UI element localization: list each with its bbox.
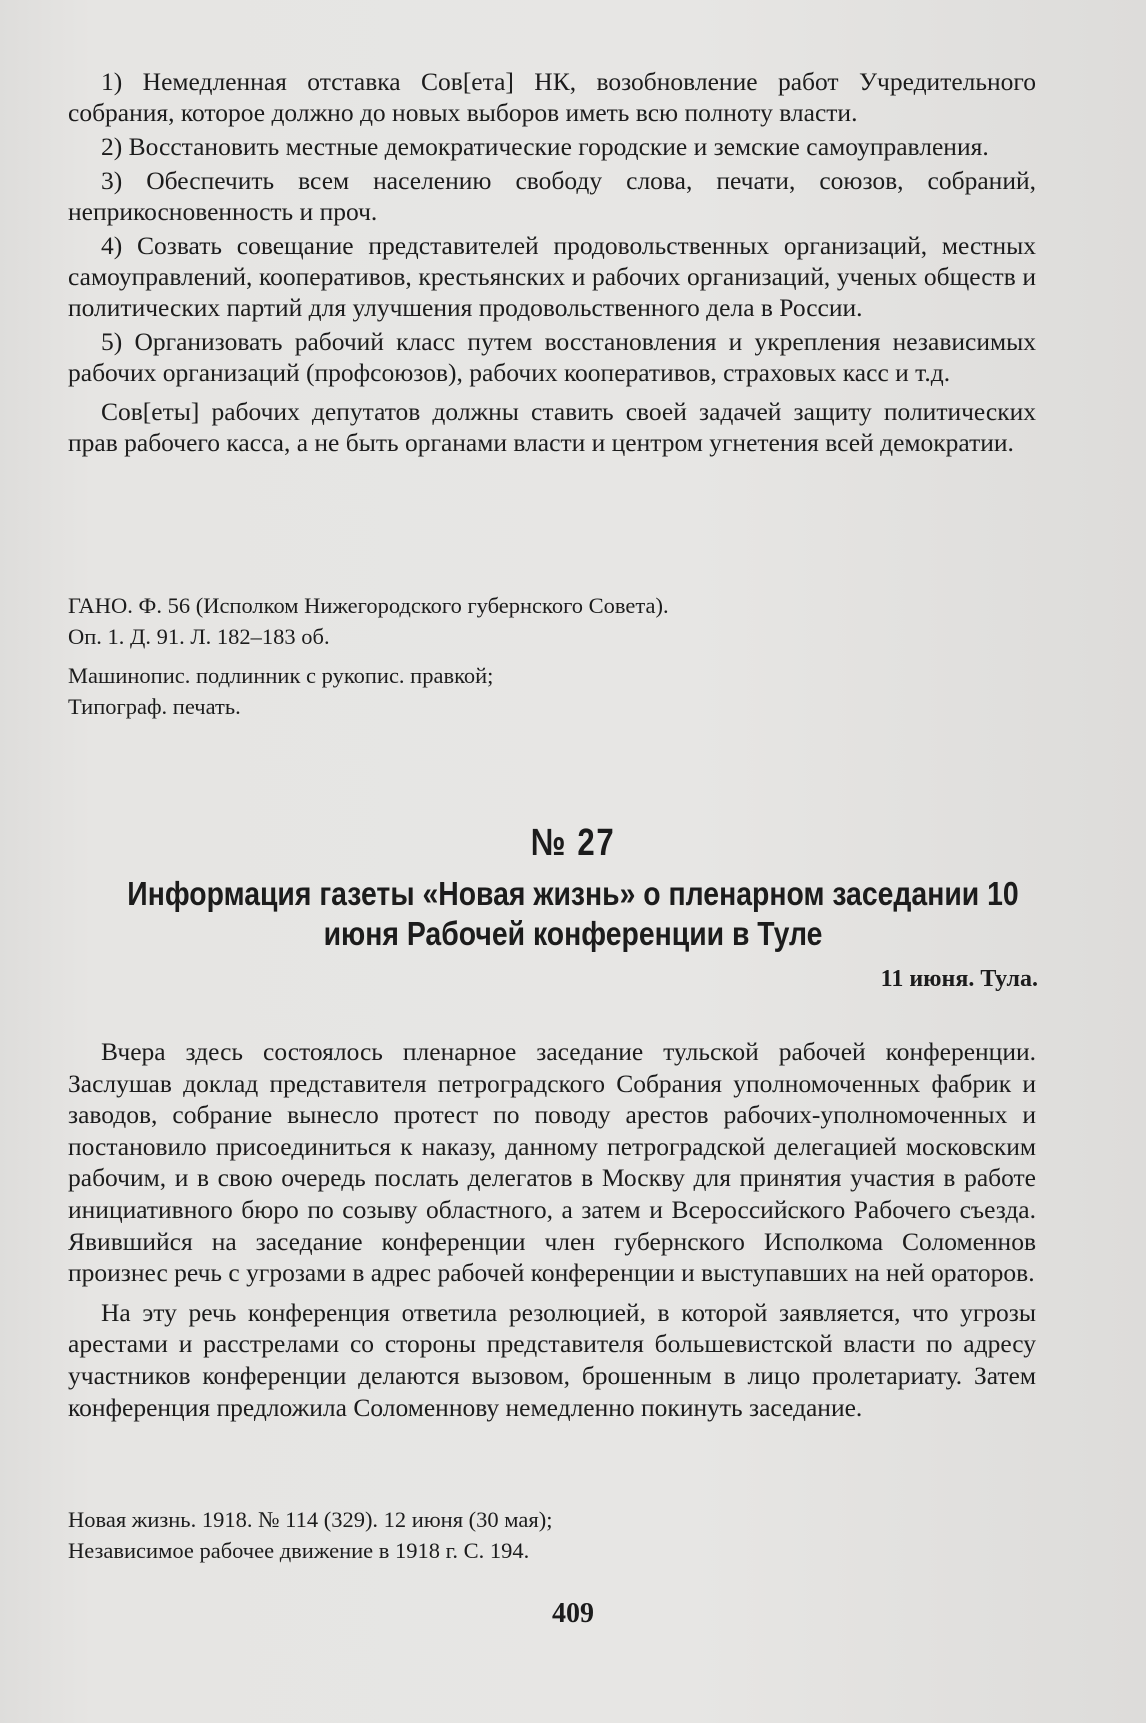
- newspaper-source-line-1: Новая жизнь. 1918. № 114 (329). 12 июня (30 мая);: [68, 1507, 553, 1532]
- body-paragraph-1: Вчера здесь состоялось пленарное заседание тульской рабочей конференции. Заслушав доклад представителя петроградского Собрания уполномоченных фабрик и заводов, собрание вынесло протест по поводу арестов рабочих-уполномоченных и постановило присоединиться к наказу, данному петроградской делегацией московским рабочим, и в свою очередь послать делегатов в Москву для принятия участия в работе инициативного бюро по созыву областного, а затем и Всероссийского Рабочего съезда. Явившийся на заседание конференции член губернского Исполкома Соломеннов произнес речь с угрозами в адрес рабочей конференции и выступавших на ней ораторов.: [68, 1037, 1036, 1288]
- document-number: № 27: [530, 822, 616, 864]
- page-number: 409: [552, 1598, 594, 1629]
- archive-source-line-2: Оп. 1. Д. 91. Л. 182–183 об.: [68, 624, 330, 649]
- closing-paragraph: Сов[еты] рабочих депутатов должны ставить своей задачей защиту политических прав рабочего касса, а не быть органами власти и центром угнетения всей демократии.: [68, 397, 1036, 457]
- archive-source: [68, 590, 1036, 652]
- newspaper-source: [68, 1504, 1036, 1566]
- demand-item-4: 4) Созвать совещание представителей продовольственных организаций, местных самоуправлений, кооперативов, крестьянских и рабочих организаций, ученых обществ и политических партий для улучшения продовольственного дела в России.: [68, 231, 1036, 322]
- document-title: Информация газеты «Новая жизнь» о пленарном заседании 10 июня Рабочей конференции в Туле: [127, 875, 1019, 952]
- demand-item-5: 5) Организовать рабочий класс путем восстановления и укрепления независимых рабочих организаций (профсоюзов), рабочих кооперативов, страховых касс и т.д.: [68, 327, 1036, 387]
- newspaper-source-line-2: Независимое рабочее движение в 1918 г. С. 194.: [68, 1538, 530, 1563]
- archive-source-line-1: ГАНО. Ф. 56 (Исполком Нижегородского губернского Совета).: [68, 593, 669, 618]
- document-body: [68, 1036, 1036, 1423]
- body-paragraph-2: На эту речь конференция ответила резолюцией, в которой заявляется, что угрозы арестами и расстрелами со стороны представителя большевистской власти по адресу участников конференции делаются вызовом, брошенным в лицо пролетариату. Затем конференция предложила Соломеннову немедленно покинуть заседание.: [68, 1297, 1036, 1422]
- document-format-note: [68, 660, 1036, 722]
- format-note-line-1: Машинопис. подлинник с рукопис. правкой;: [68, 663, 494, 688]
- demand-item-3: 3) Обеспечить всем населению свободу слова, печати, союзов, собраний, неприкосновенность и проч.: [68, 166, 1036, 226]
- document-dateline: 11 июня. Тула.: [880, 966, 1038, 992]
- format-note-line-2: Типограф. печать.: [68, 694, 241, 719]
- demand-item-2: 2) Восстановить местные демократические городские и земские самоуправления.: [101, 132, 989, 161]
- demands-list: [68, 66, 1036, 458]
- demand-item-1: 1) Немедленная отставка Сов[ета] НК, возобновление работ Учредительного собрания, которое должно до новых выборов иметь всю полноту власти.: [68, 67, 1036, 127]
